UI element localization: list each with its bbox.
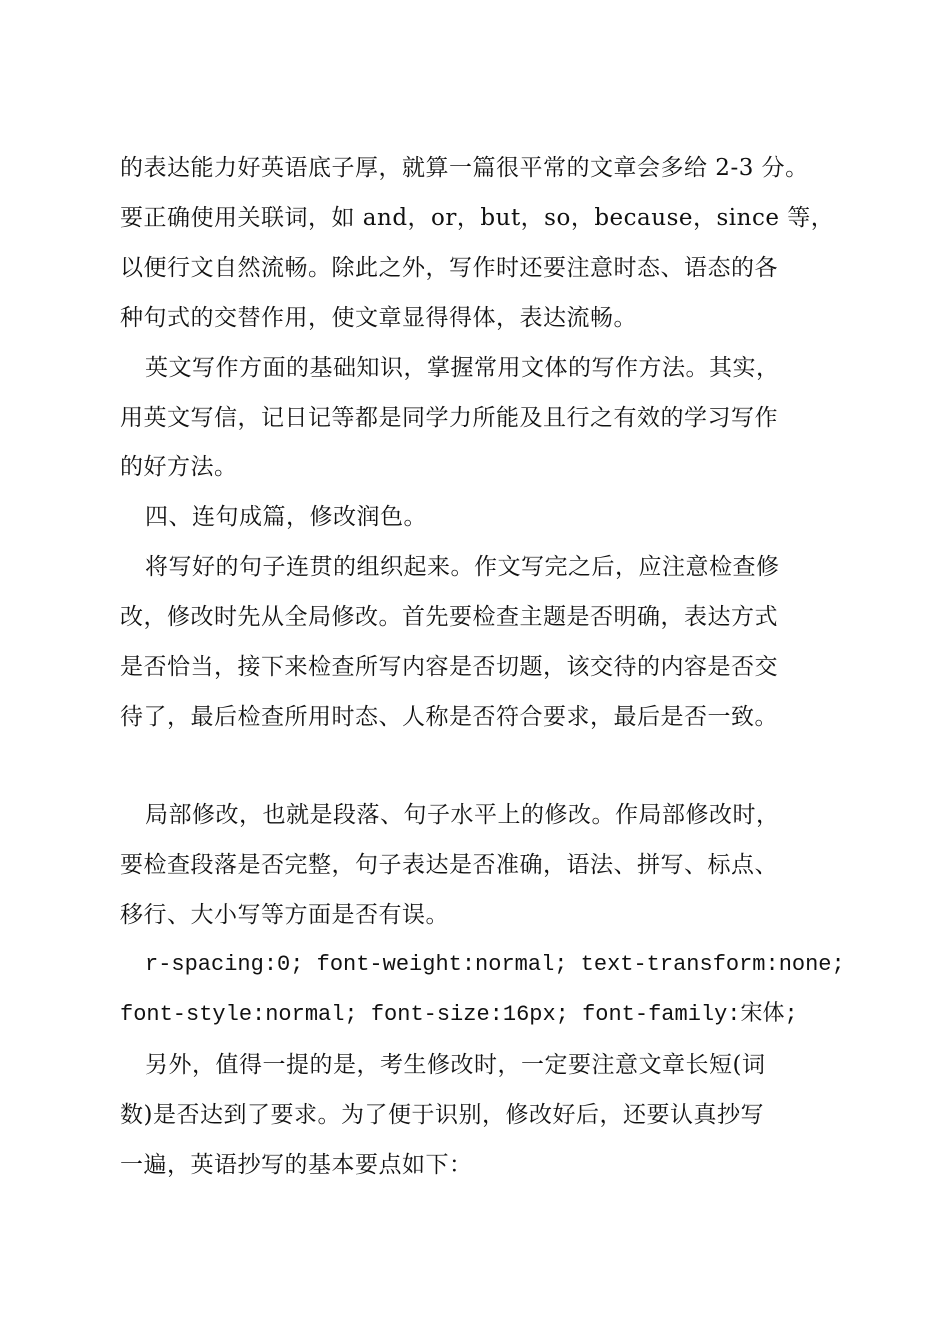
text-line: 英文写作方面的基础知识，掌握常用文体的写作方法。其实， — [145, 355, 780, 381]
text-line: 局部修改，也就是段落、句子水平上的修改。作局部修改时， — [145, 802, 780, 828]
stray-css-line: r-spacing:0; font-weight:normal; text-transform:none; — [145, 952, 845, 977]
text-line: 改，修改时先从全局修改。首先要检查主题是否明确，表达方式 — [120, 604, 778, 630]
text-line: 要检查段落是否完整，句子表达是否准确，语法、拼写、标点、 — [120, 852, 778, 878]
text-line: 移行、大小写等方面是否有误。 — [120, 902, 449, 928]
text-line: 将写好的句子连贯的组织起来。作文写完之后，应注意检查修 — [145, 554, 780, 580]
text-line: 的表达能力好英语底子厚，就算一篇很平常的文章会多给 2-3 分。 — [120, 155, 809, 181]
text-line: 是否恰当，接下来检查所写内容是否切题，该交待的内容是否交 — [120, 654, 778, 680]
text-line: 的好方法。 — [120, 454, 238, 480]
text-line: 待了，最后检查所用时态、人称是否符合要求，最后是否一致。 — [120, 704, 778, 730]
stray-css-line: font-style:normal; font-size:16px; font-family:宋体; — [120, 1002, 798, 1027]
text-line: 种句式的交替作用，使文章显得得体，表达流畅。 — [120, 305, 637, 331]
text-line: 用英文写信，记日记等都是同学力所能及且行之有效的学习写作 — [120, 405, 778, 431]
text-line: 一遍，英语抄写的基本要点如下： — [120, 1152, 473, 1178]
text-line: 另外，值得一提的是，考生修改时，一定要注意文章长短(词 — [145, 1052, 766, 1078]
text-line: 数)是否达到了要求。为了便于识别，修改好后，还要认真抄写 — [120, 1102, 764, 1128]
text-line: 要正确使用关联词，如 and，or，but，so，because，since 等， — [120, 205, 835, 231]
text-line: 以便行文自然流畅。除此之外，写作时还要注意时态、语态的各 — [120, 255, 778, 281]
section-heading: 四、连句成篇，修改润色。 — [145, 504, 427, 530]
